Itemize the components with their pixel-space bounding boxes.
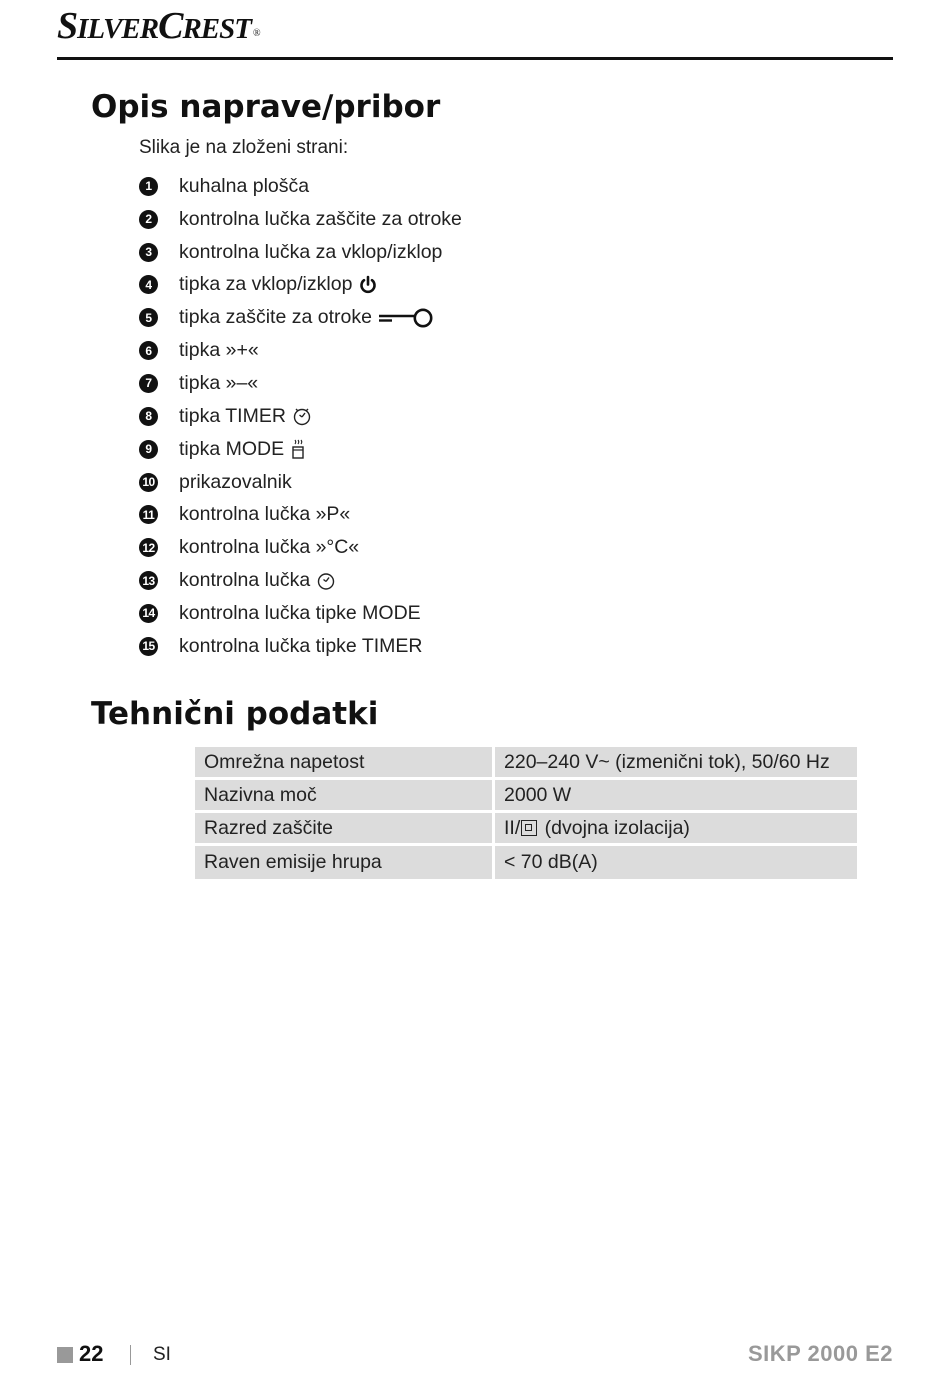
item-number: 4 bbox=[139, 275, 158, 294]
item-number: 9 bbox=[139, 440, 158, 459]
item-label: kontrolna lučka bbox=[179, 569, 311, 592]
spec-value: 220–240 V~ (izmenični tok), 50/60 Hz bbox=[495, 747, 857, 780]
list-item bbox=[139, 170, 462, 203]
logo-text-rest: REST bbox=[182, 13, 251, 45]
item-label: kontrolna lučka zaščite za otroke bbox=[179, 207, 462, 230]
spec-value-prefix: II/ bbox=[504, 816, 521, 839]
spec-value: 2000 W bbox=[495, 780, 857, 813]
header-rule bbox=[57, 57, 893, 60]
logo-letter-s: S bbox=[57, 5, 78, 47]
intro-text: Slika je na zloženi strani: bbox=[139, 137, 349, 158]
parts-list bbox=[139, 170, 462, 663]
item-number: 15 bbox=[139, 637, 158, 656]
item-number: 10 bbox=[139, 473, 158, 492]
language-code: SI bbox=[153, 1344, 171, 1365]
mode-icon bbox=[290, 438, 306, 460]
spec-value bbox=[495, 813, 857, 846]
list-item bbox=[139, 564, 462, 597]
list-item bbox=[139, 630, 462, 663]
list-item bbox=[139, 334, 462, 367]
specs-table bbox=[195, 747, 857, 879]
page-number: 22 bbox=[79, 1341, 104, 1366]
list-item bbox=[139, 597, 462, 630]
spec-label: Raven emisije hrupa bbox=[195, 846, 495, 879]
item-label: kontrolna lučka »P« bbox=[179, 503, 351, 526]
item-number: 12 bbox=[139, 538, 158, 557]
list-item bbox=[139, 433, 462, 466]
spec-label: Nazivna moč bbox=[195, 780, 495, 813]
model-name: SIKP 2000 E2 bbox=[747, 1341, 893, 1366]
item-number: 2 bbox=[139, 210, 158, 229]
item-number: 8 bbox=[139, 407, 158, 426]
item-number: 1 bbox=[139, 177, 158, 196]
list-item bbox=[139, 466, 462, 499]
item-number: 5 bbox=[139, 308, 158, 327]
logo-text-ilver: ILVER bbox=[77, 13, 159, 45]
double-insulation-icon bbox=[521, 820, 537, 836]
item-number: 3 bbox=[139, 243, 158, 262]
item-label: tipka »+« bbox=[179, 339, 259, 362]
item-number: 7 bbox=[139, 374, 158, 393]
list-item bbox=[139, 269, 462, 302]
item-number: 6 bbox=[139, 341, 158, 360]
item-label: kontrolna lučka za vklop/izklop bbox=[179, 240, 443, 263]
brand-logo bbox=[57, 4, 258, 51]
registered-mark: ® bbox=[252, 28, 260, 39]
table-row bbox=[195, 846, 857, 879]
list-item bbox=[139, 400, 462, 433]
item-number: 13 bbox=[139, 571, 158, 590]
section-title-technical-data: Tehnični podatki bbox=[91, 696, 379, 732]
item-label: tipka »–« bbox=[179, 371, 259, 394]
item-label: kontrolna lučka tipke TIMER bbox=[179, 634, 423, 657]
item-number: 14 bbox=[139, 604, 158, 623]
item-label: tipka MODE bbox=[179, 437, 285, 460]
key-icon bbox=[378, 307, 434, 329]
list-item bbox=[139, 531, 462, 564]
item-label: tipka zaščite za otroke bbox=[179, 306, 372, 329]
item-label: tipka TIMER bbox=[179, 404, 286, 427]
item-label: prikazovalnik bbox=[179, 470, 292, 493]
spec-value-suffix: (dvojna izolacija) bbox=[539, 816, 690, 839]
list-item bbox=[139, 367, 462, 400]
table-row bbox=[195, 747, 857, 780]
power-icon bbox=[358, 275, 378, 295]
table-row bbox=[195, 780, 857, 813]
item-label: kontrolna lučka tipke MODE bbox=[179, 601, 421, 624]
item-label: kontrolna lučka »°C« bbox=[179, 536, 360, 559]
spec-label: Razred zaščite bbox=[195, 813, 495, 846]
list-item bbox=[139, 236, 462, 269]
section-title-description: Opis naprave/pribor bbox=[91, 89, 441, 125]
timer-icon bbox=[316, 571, 336, 591]
table-row bbox=[195, 813, 857, 846]
item-label: tipka za vklop/izklop bbox=[179, 273, 353, 296]
timer-icon bbox=[292, 406, 312, 426]
item-label: kuhalna plošča bbox=[179, 174, 310, 197]
footer-divider bbox=[130, 1345, 131, 1365]
list-item bbox=[139, 203, 462, 236]
spec-value: < 70 dB(A) bbox=[495, 846, 857, 879]
footer-square-icon bbox=[57, 1347, 73, 1363]
list-item bbox=[139, 301, 462, 334]
item-number: 11 bbox=[139, 505, 158, 524]
list-item bbox=[139, 498, 462, 531]
logo-letter-c: C bbox=[158, 5, 183, 47]
spec-label: Omrežna napetost bbox=[195, 747, 495, 780]
